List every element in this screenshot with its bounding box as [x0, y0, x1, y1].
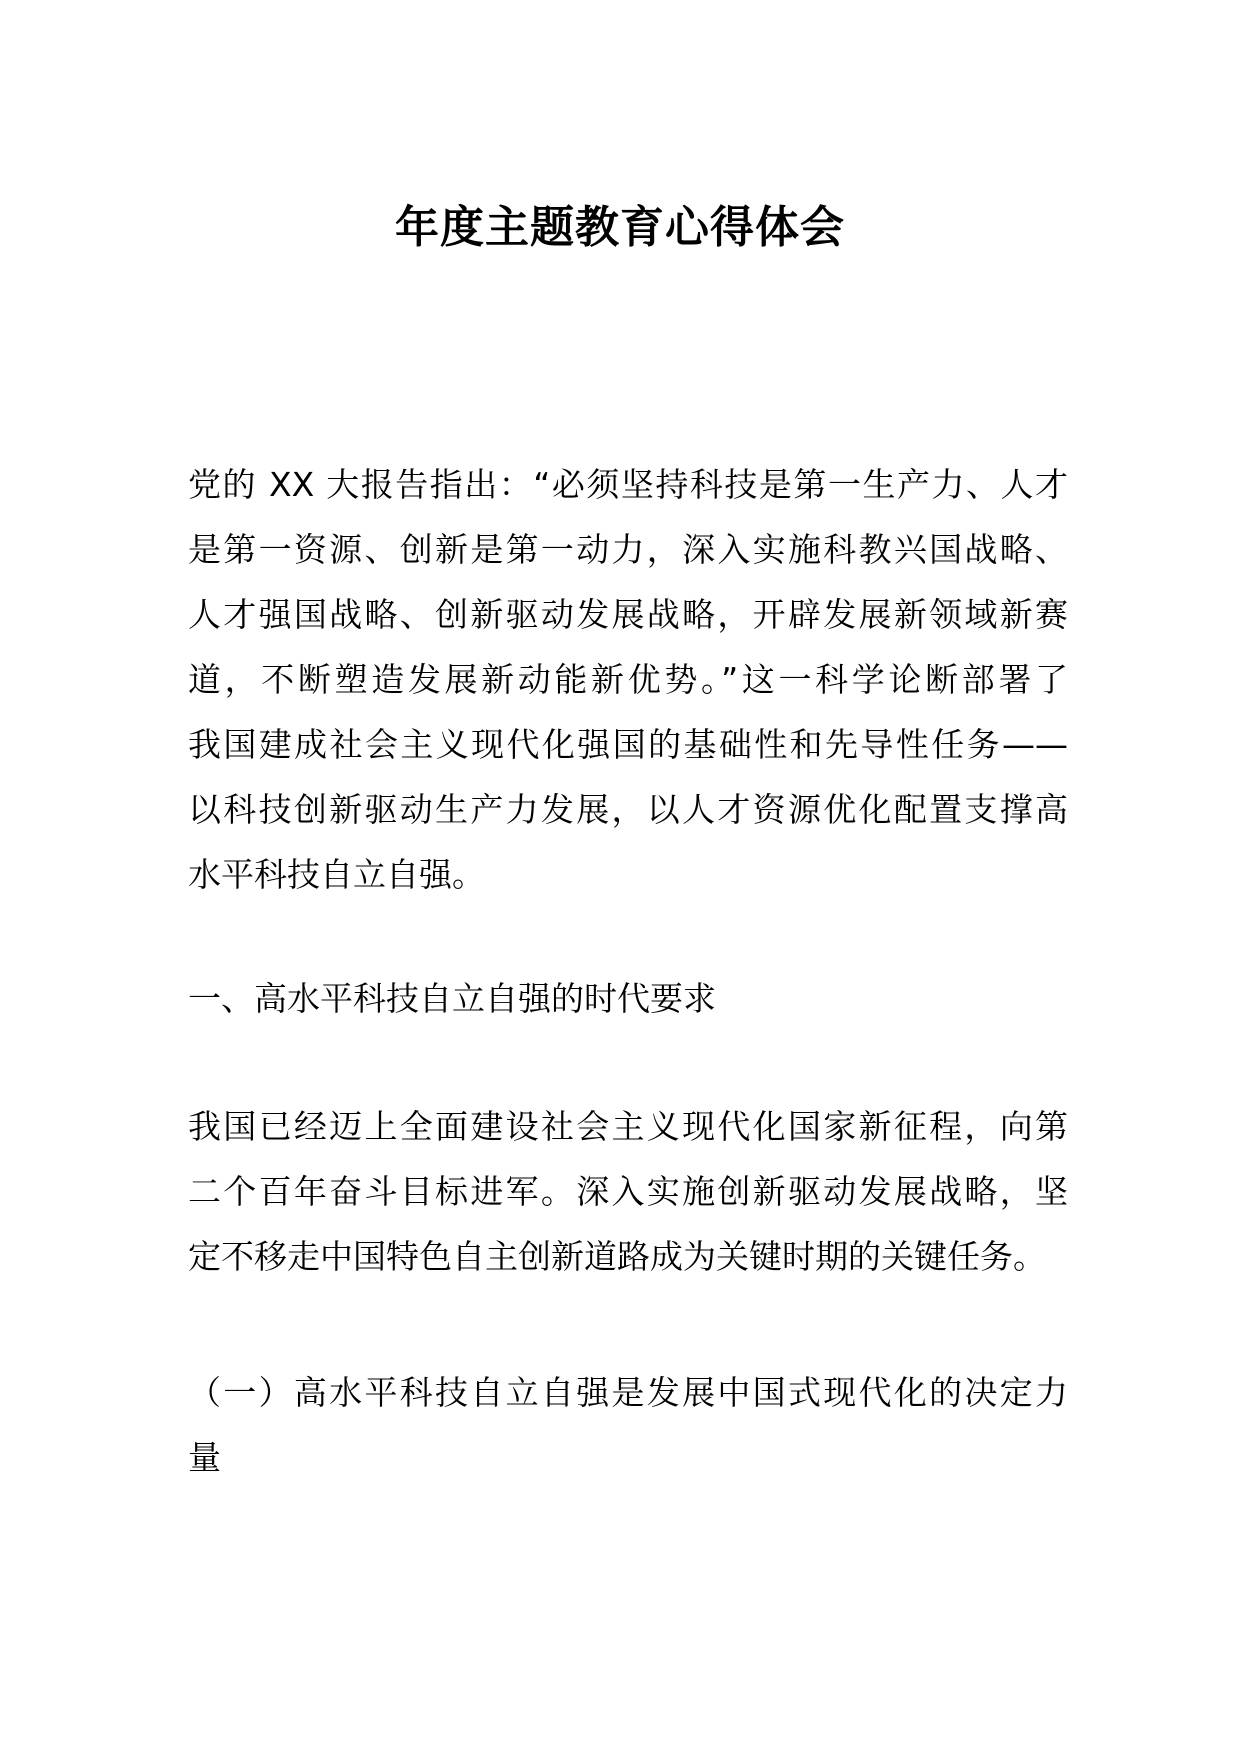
- document-title: 年度主题教育心得体会: [395, 202, 845, 253]
- section-heading-text: 一、高水平科技自立自强的时代要求: [188, 979, 716, 1018]
- paragraph-line: 是第一资源、创新是第一动力，深入实施科教兴国战略、: [188, 530, 1068, 569]
- paragraph-line: 二个百年奋斗目标进军。深入实施创新驱动发展战略，坚: [188, 1172, 1068, 1211]
- section-heading: [188, 966, 1068, 1031]
- paragraph-line: 党的 XX 大报告指出：“必须坚持科技是第一生产力、人才: [188, 465, 1068, 504]
- paragraph-line: 以科技创新驱动生产力发展，以人才资源优化配置支撑高: [188, 790, 1068, 829]
- paragraph-line: 我国已经迈上全面建设社会主义现代化国家新征程，向第: [188, 1107, 1068, 1146]
- intro-paragraph: [188, 452, 1068, 907]
- paragraph-line: 定不移走中国特色自主创新道路成为关键时期的关键任务。: [188, 1237, 1046, 1276]
- subsection-heading-line: （一）高水平科技自立自强是发展中国式现代化的决定力: [188, 1373, 1068, 1412]
- subsection-heading-line: 量: [188, 1438, 221, 1477]
- paragraph-line: 道，不断塑造发展新动能新优势。”这一科学论断部署了: [188, 660, 1068, 699]
- paragraph-line: 人才强国战略、创新驱动发展战略，开辟发展新领域新赛: [188, 595, 1068, 634]
- subsection-heading: [188, 1360, 1068, 1490]
- paragraph-line: 水平科技自立自强。: [188, 855, 485, 894]
- section-paragraph: [188, 1094, 1068, 1289]
- paragraph-line: 我国建成社会主义现代化强国的基础性和先导性任务——: [188, 725, 1068, 764]
